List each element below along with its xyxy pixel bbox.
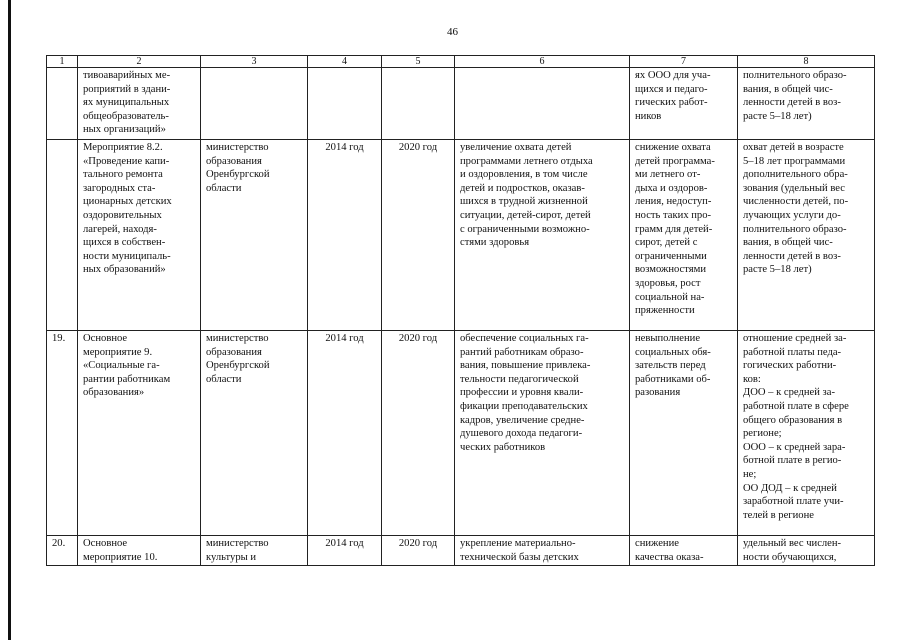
program-measures-table <box>46 55 875 566</box>
expected-result: обеспечение социальных га- рантий работникам образо- вания, повышение привлека- тельности педагогической профессии и уровня квали- фикации преподавательских кадров, увеличение средне- душевого дохода педагоги- ческих работников <box>455 331 630 536</box>
measure-name: Основное мероприятие 9. «Социальные га- рантии работникам образования» <box>78 331 201 536</box>
measure-name: тивоаварийных ме- роприятий в здани- ях муниципальных общеобразователь- ных организаций» <box>78 68 201 140</box>
end-year: 2020 год <box>382 536 455 566</box>
non-implementation-consequences: снижение охвата детей программа- ми летнего от- дыха и оздоров- ления, недоступ- ность таких про- грамм для детей- сирот, детей с ограниченными возможностями здоровья, рост социальной на- пряженности <box>630 140 738 331</box>
row-number <box>47 140 78 331</box>
start-year: 2014 год <box>308 331 382 536</box>
page-edge-bar <box>8 0 11 640</box>
table-row <box>47 536 875 566</box>
measure-name: Мероприятие 8.2. «Проведение капи- тального ремонта загородных ста- ционарных детских оздоровительных лагерей, находя- щихся в собствен- ности муниципаль- ных образований» <box>78 140 201 331</box>
indicator-link: удельный вес числен- ности обучающихся, <box>738 536 875 566</box>
expected-result <box>455 68 630 140</box>
header-col-5: 5 <box>382 56 455 68</box>
executor: министерство образования Оренбургской области <box>201 331 308 536</box>
row-number: 20. <box>47 536 78 566</box>
row-number <box>47 68 78 140</box>
expected-result: увеличение охвата детей программами летнего отдыха и оздоровления, в том числе детей и подростков, оказав- шихся в трудной жизненной ситуации, детей-сирот, детей с ограниченными возможно- стями здоровья <box>455 140 630 331</box>
expected-result: укрепление материально- технической базы детских <box>455 536 630 566</box>
non-implementation-consequences: невыполнение социальных обя- зательств перед работниками об- разования <box>630 331 738 536</box>
header-col-3: 3 <box>201 56 308 68</box>
indicator-link: полнительного образо- вания, в общей чис- ленности детей в воз- расте 5–18 лет) <box>738 68 875 140</box>
table-row <box>47 68 875 140</box>
header-col-8: 8 <box>738 56 875 68</box>
table-row <box>47 140 875 331</box>
executor: министерство культуры и <box>201 536 308 566</box>
table-row <box>47 331 875 536</box>
end-year <box>382 68 455 140</box>
executor <box>201 68 308 140</box>
header-col-7: 7 <box>630 56 738 68</box>
header-col-2: 2 <box>78 56 201 68</box>
row-number: 19. <box>47 331 78 536</box>
page-number: 46 <box>447 26 458 38</box>
non-implementation-consequences: снижение качества оказа- <box>630 536 738 566</box>
measure-name: Основное мероприятие 10. <box>78 536 201 566</box>
end-year: 2020 год <box>382 331 455 536</box>
table-header-row <box>47 56 875 68</box>
non-implementation-consequences: ях ООО для уча- щихся и педаго- гических работ- ников <box>630 68 738 140</box>
header-col-4: 4 <box>308 56 382 68</box>
indicator-link: отношение средней за- работной платы педа- гогических работни- ков: ДОО – к средней за- работной плате в сфере общего образования в регионе; ООО – к средней зара- ботной плате в регио- не; ОО ДОД – к средней заработной плате учи- телей в регионе <box>738 331 875 536</box>
start-year <box>308 68 382 140</box>
header-col-6: 6 <box>455 56 630 68</box>
indicator-link: охват детей в возрасте 5–18 лет программами дополнительного обра- зования (удельный вес численности детей, по- лучающих услуги до- полнительного образо- вания, в общей чис- ленности детей в воз- расте 5–18 лет) <box>738 140 875 331</box>
start-year: 2014 год <box>308 536 382 566</box>
end-year: 2020 год <box>382 140 455 331</box>
executor: министерство образования Оренбургской области <box>201 140 308 331</box>
start-year: 2014 год <box>308 140 382 331</box>
header-col-1: 1 <box>47 56 78 68</box>
